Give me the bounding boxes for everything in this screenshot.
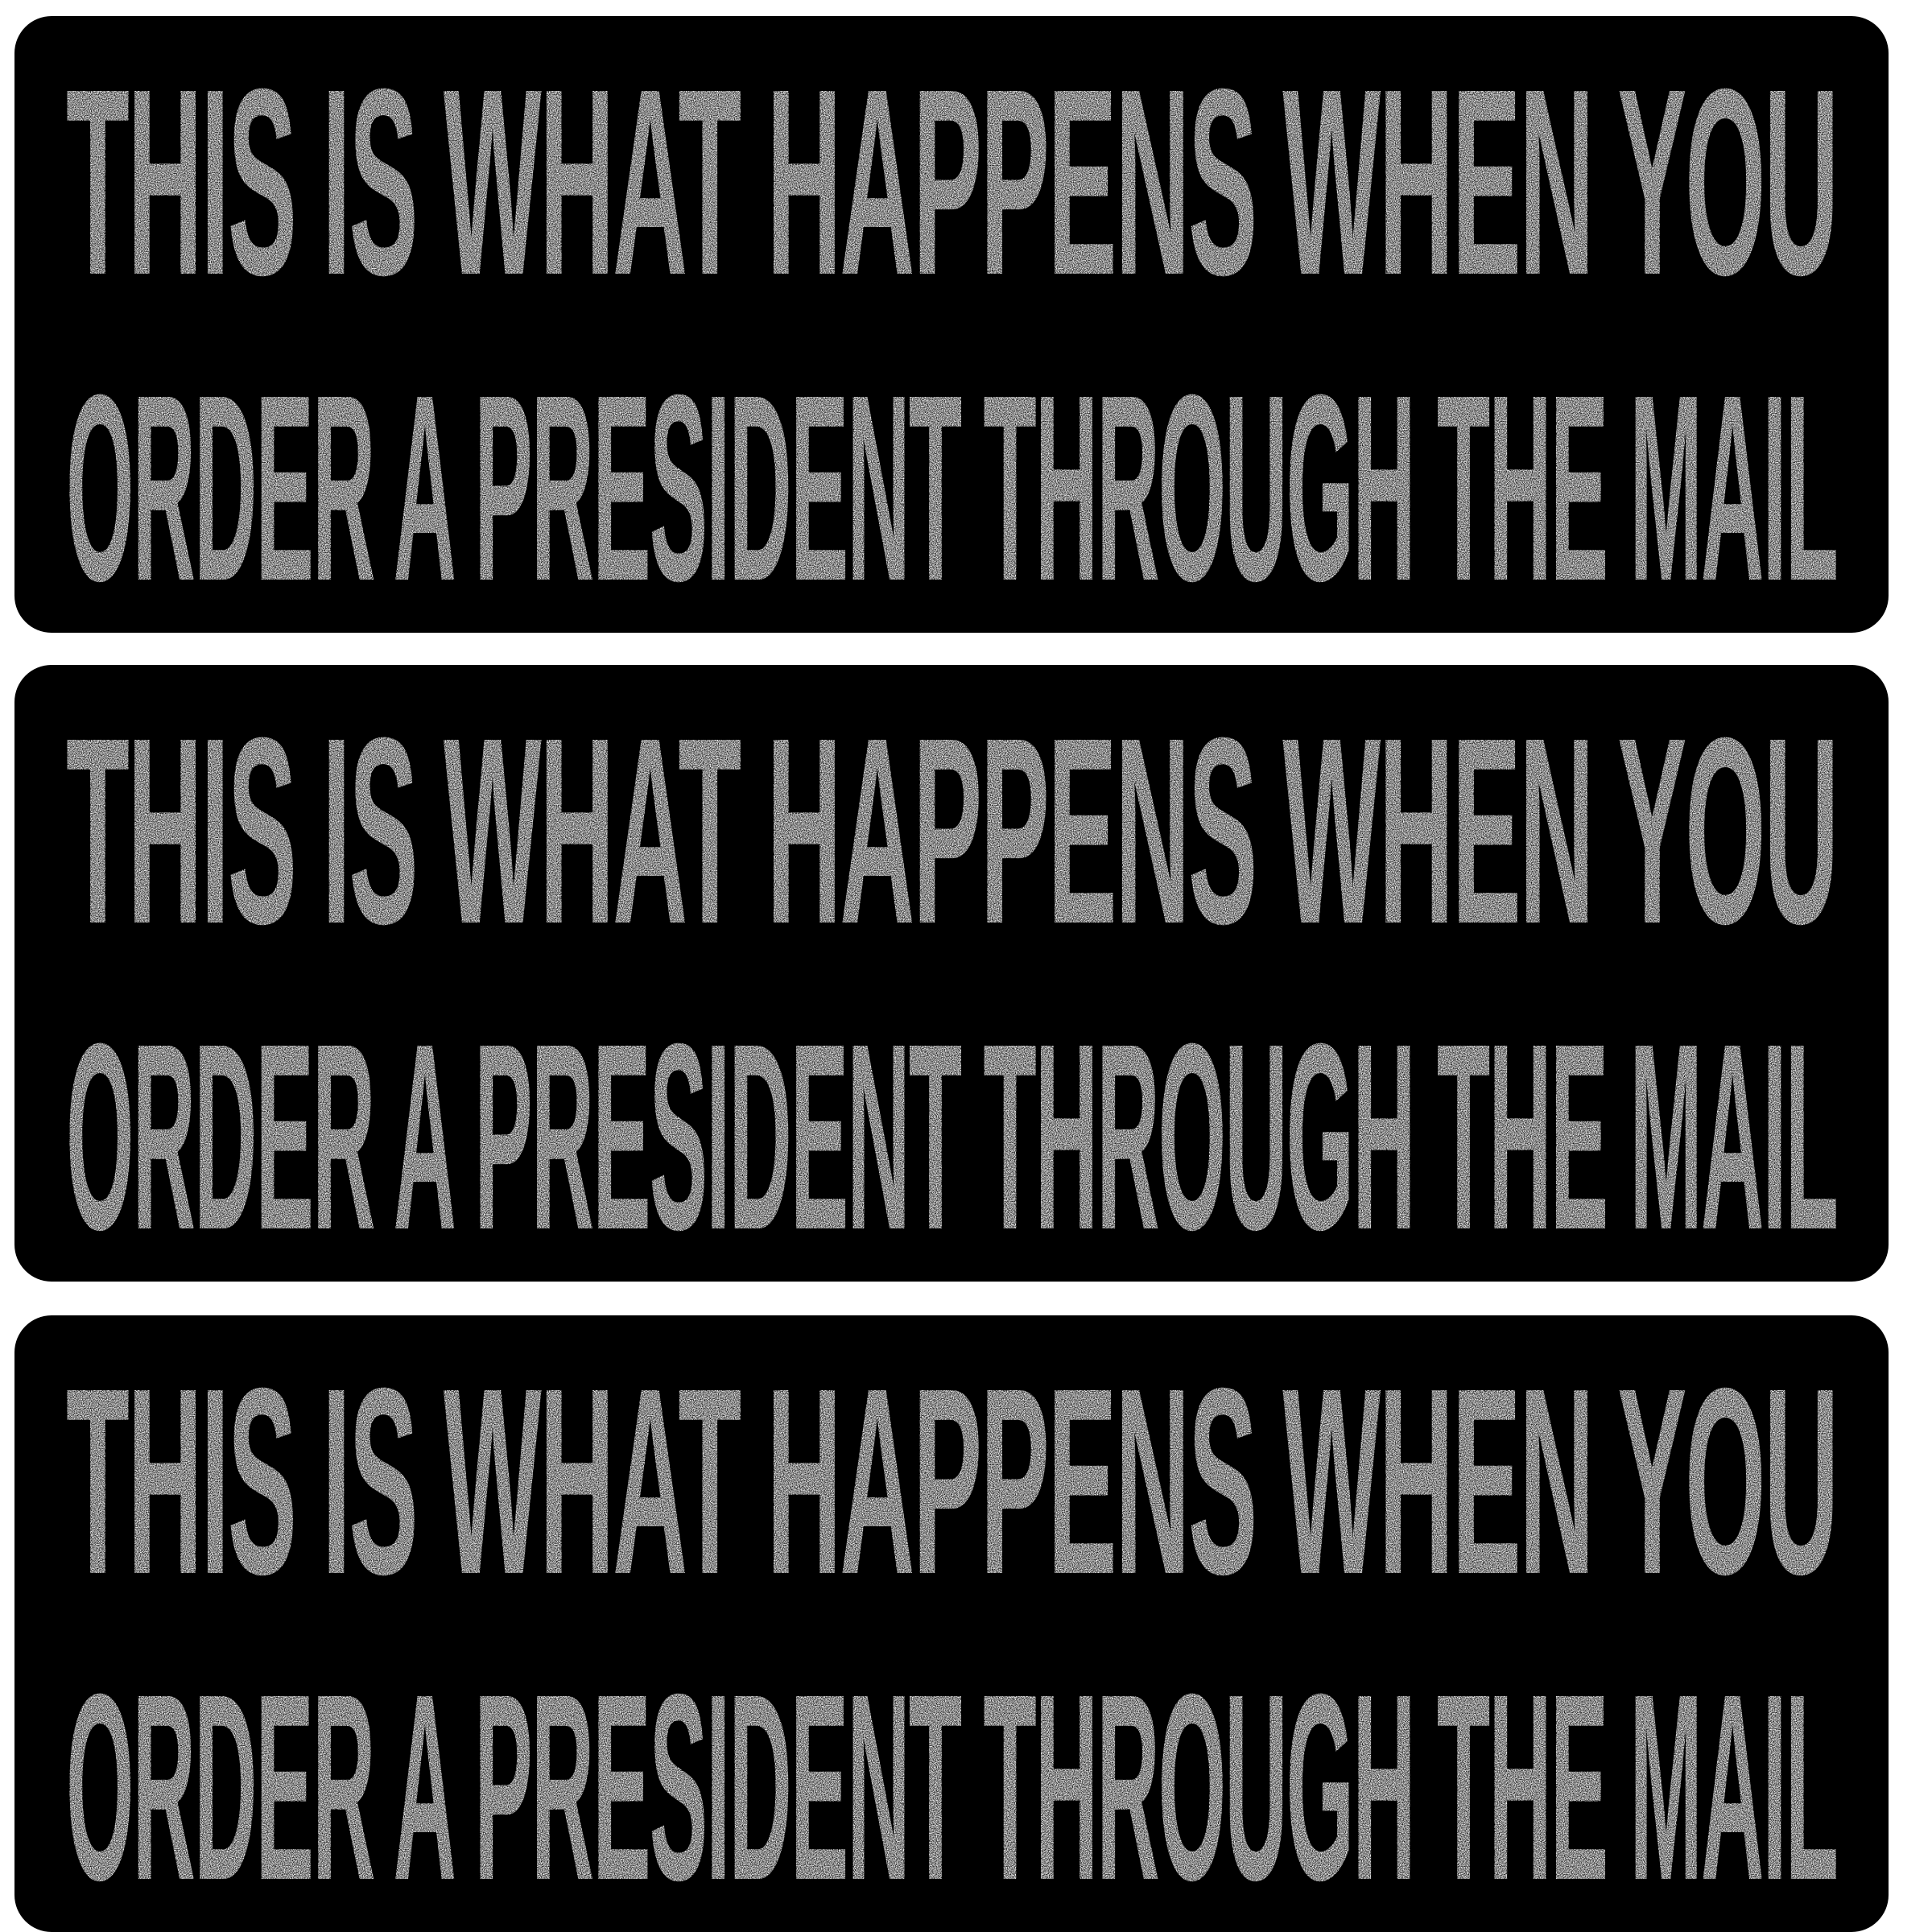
sticker-line-1: THIS IS WHAT HAPPENS WHEN YOU [66, 1332, 1837, 1629]
sticker-text-art [14, 16, 1889, 633]
sticker-line-2: ORDER A PRESIDENT THROUGH THE MAIL [66, 1638, 1838, 1932]
sticker-text-art [14, 1315, 1889, 1932]
sticker-line-1: THIS IS WHAT HAPPENS WHEN YOU [66, 682, 1837, 979]
sticker-line-2: ORDER A PRESIDENT THROUGH THE MAIL [66, 339, 1838, 633]
bumper-sticker [14, 16, 1889, 633]
sticker-text-art [14, 665, 1889, 1282]
bumper-sticker [14, 1315, 1889, 1932]
bumper-sticker [14, 665, 1889, 1282]
sticker-line-1: THIS IS WHAT HAPPENS WHEN YOU [66, 33, 1837, 330]
sticker-line-2: ORDER A PRESIDENT THROUGH THE MAIL [66, 988, 1838, 1282]
